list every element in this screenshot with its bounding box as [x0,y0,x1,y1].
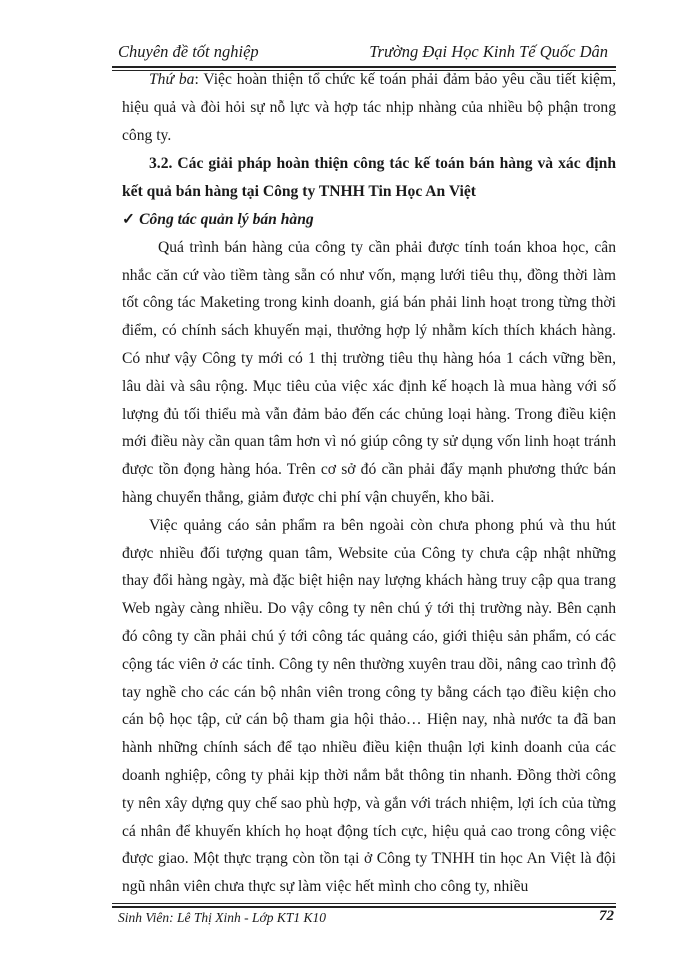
third-point-text: : Việc hoàn thiện tổ chức kế toán phải đảm bảo yêu cầu tiết kiệm, hiệu quả và đòi hỏi sự nỗ lực và hợp tác nhịp nhàng của nhiều bộ phận trong công ty. [122,71,616,144]
paragraph-third-point [122,66,616,149]
header-university-name: Trường Đại Học Kinh Tế Quốc Dân [369,42,608,61]
footer-student-info: Sinh Viên: Lê Thị Xinh - Lớp KT1 K10 [118,910,326,925]
bullet-heading: Công tác quản lý bán hàng [139,210,314,228]
check-icon: ✓ [122,210,136,228]
header-thesis-label: Chuyên đề tốt nghiệp [118,42,259,61]
footer-rule-thin [112,903,616,904]
page-footer [118,908,616,930]
page-header [112,40,608,64]
section-heading: 3.2. Các giải pháp hoàn thiện công tác kế toán bán hàng và xác định kết quả bán hàng tại Công ty TNHH Tin Học An Việt [122,155,616,201]
bullet-heading-row [122,206,616,234]
paragraph-advertising: Việc quảng cáo sản phẩm ra bên ngoài còn chưa phong phú và thu hút được nhiều đối tượng quan tâm, Website của Công ty chưa cập nhật những thay đổi hàng ngày, mà đặc biệt hiện nay lượng khách hàng truy cập qua trang Web ngày càng nhiều. Do vậy công ty nên chú ý tới thị trường này. Bên cạnh đó công ty cần phải chú ý tới công tác quảng cáo, giới thiệu sản phẩm, có các cộng tác viên ở các tỉnh. Công ty nên thường xuyên trau dồi, nâng cao trình độ tay nghề cho các cán bộ nhân viên trong công ty bằng cách tạo điều kiện cho cán bộ học tập, cử cán bộ tham gia hội thảo… Hiện nay, nhà nước ta đã ban hành những chính sách để tạo nhiều điều kiện thuận lợi kinh doanh của các doanh nghiệp, công ty phải kịp thời nắm bắt thông tin nhanh. Đồng thời công ty nên xây dựng quy chế sao phù hợp, và gắn với trách nhiệm, lợi ích của từng cá nhân để khuyến khích họ hoạt động tích cực, hiệu quả cao trong công việc được giao. Một thực trạng còn tồn tại ở Công ty TNHH tin học An Việt là đội ngũ nhân viên chưa thực sự làm việc hết mình cho công ty, nhiều [122,516,616,896]
third-point-lead: Thứ ba [149,71,195,88]
page-body [122,66,616,901]
page-number: 72 [599,908,614,924]
paragraph-sales-process: Quá trình bán hàng của công ty cần phải được tính toán khoa học, cân nhắc căn cứ vào tiềm tàng sẵn có như vốn, mạng lưới tiêu thụ, đồng thời làm tốt công tác Maketing trong kinh doanh, giá bán phải linh hoạt trong từng thời điểm, có chính sách khuyến mại, thưởng hợp lý nhằm kích thích khách hàng. Có như vậy Công ty mới có 1 thị trường tiêu thụ hàng hóa 1 cách vững bền, lâu dài và sâu rộng. Mục tiêu của việc xác định kế hoạch là mua hàng với số lượng đủ tối thiểu mà vẫn đảm bảo đến các chủng loại hàng. Trong điều kiện mới điều này cần quan tâm hơn vì nó giúp công ty sử dụng vốn linh hoạt tránh được tồn đọng hàng hóa. Trên cơ sở đó cần phải đẩy mạnh phương thức bán hàng chuyển thẳng, giảm được chi phí vận chuyển, kho bãi. [122,238,616,506]
